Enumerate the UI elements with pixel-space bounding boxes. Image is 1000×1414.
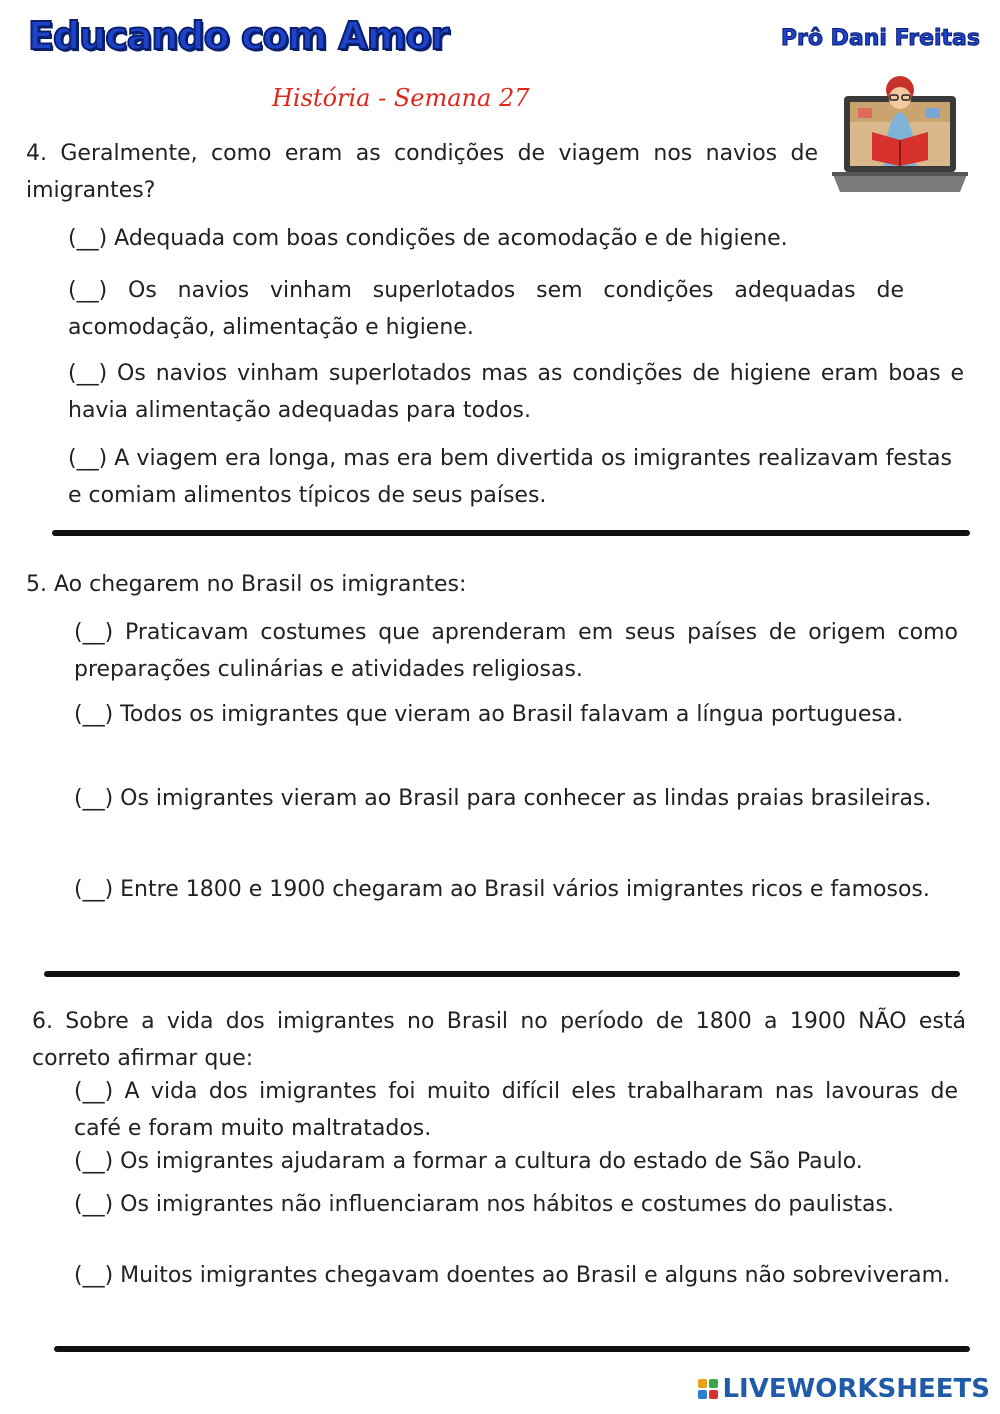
question-6-option-4[interactable]: (__) Muitos imigrantes chegavam doentes ao Brasil e alguns não sobreviveram. xyxy=(74,1263,951,1288)
liveworksheets-logo-icon xyxy=(698,1379,718,1399)
question-6-prompt: 6. Sobre a vida dos imigrantes no Brasil no período de 1800 a 1900 NÃO está correto afirmar que: xyxy=(32,1009,966,1071)
question-5-option-4[interactable]: (__) Entre 1800 e 1900 chegaram ao Brasil vários imigrantes ricos e famosos. xyxy=(74,877,930,902)
divider-3 xyxy=(54,1346,970,1352)
question-6-option-1[interactable]: (__) A vida dos imigrantes foi muito difícil eles trabalharam nas lavouras de café e foram muito maltratados. xyxy=(74,1079,958,1141)
liveworksheets-watermark xyxy=(698,1374,990,1404)
watermark-text: LIVEWORKSHEETS xyxy=(722,1374,990,1404)
question-5-option-2[interactable]: (__) Todos os imigrantes que vieram ao Brasil falavam a língua portuguesa. xyxy=(74,702,904,727)
question-6-option-3[interactable]: (__) Os imigrantes não influenciaram nos hábitos e costumes do paulistas. xyxy=(74,1192,894,1217)
question-5-prompt: 5. Ao chegarem no Brasil os imigrantes: xyxy=(26,572,467,597)
subject-title: História - Semana 27 xyxy=(272,84,530,112)
teacher-laptop-illustration xyxy=(828,68,972,204)
brand-title: Educando com Amor xyxy=(28,14,449,58)
author-name: Prô Dani Freitas xyxy=(780,26,980,51)
question-4-option-3[interactable]: (__) Os navios vinham superlotados mas as condições de higiene eram boas e havia alimentação adequadas para todos. xyxy=(68,361,964,423)
divider-1 xyxy=(52,530,970,536)
question-5-option-1[interactable]: (__) Praticavam costumes que aprenderam em seus países de origem como preparações culinárias e atividades religiosas. xyxy=(74,620,958,682)
question-4-option-1[interactable]: (__) Adequada com boas condições de acomodação e de higiene. xyxy=(68,226,788,251)
question-4-option-2[interactable]: (__) Os navios vinham superlotados sem condições adequadas de acomodação, alimentação e higiene. xyxy=(68,278,904,340)
question-6-option-2[interactable]: (__) Os imigrantes ajudaram a formar a cultura do estado de São Paulo. xyxy=(74,1149,863,1174)
divider-2 xyxy=(44,971,960,977)
question-4-option-4[interactable]: (__) A viagem era longa, mas era bem divertida os imigrantes realizavam festas e comiam alimentos típicos de seus países. xyxy=(68,446,952,508)
question-5-option-3[interactable]: (__) Os imigrantes vieram ao Brasil para conhecer as lindas praias brasileiras. xyxy=(74,786,932,811)
question-4-prompt: 4. Geralmente, como eram as condições de viagem nos navios de imigrantes? xyxy=(26,141,818,203)
